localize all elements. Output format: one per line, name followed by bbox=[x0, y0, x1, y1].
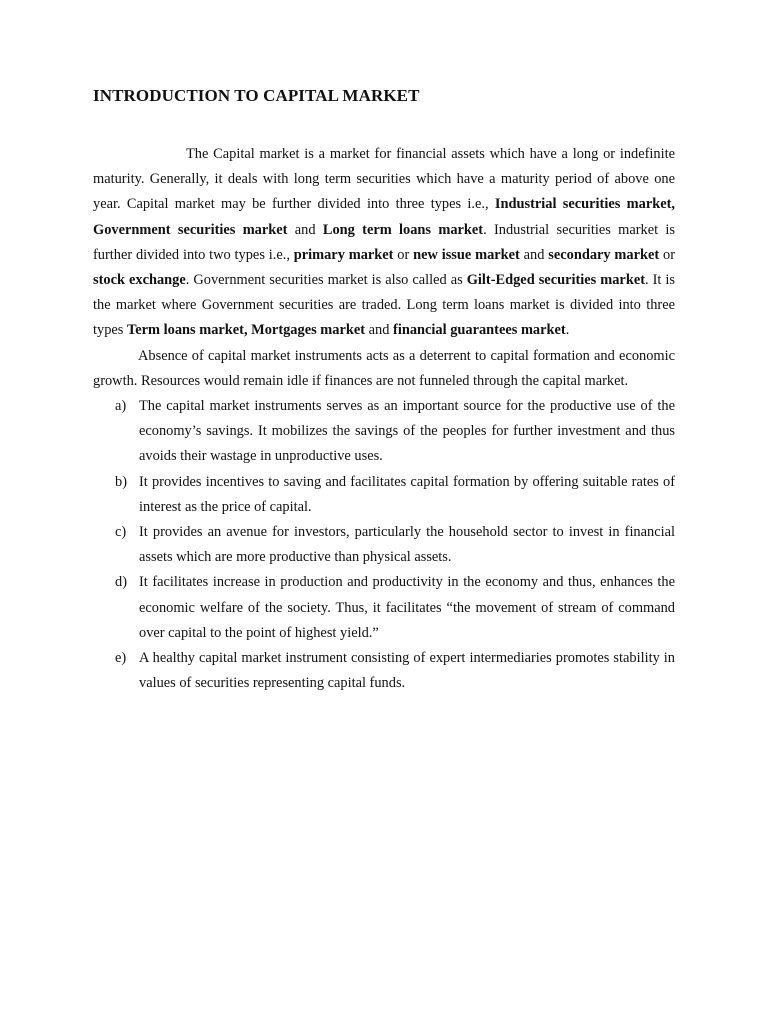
list-item-text: A healthy capital market instrument consisting of expert intermediaries promotes stability in values of securities representing capital funds. bbox=[139, 650, 675, 692]
list-item-text: It facilitates increase in production and productivity in the economy and thus, enhances the economic welfare of the society. Thus, it facilitates “the movement of stream of command over capital to the point of highest yield.” bbox=[139, 574, 675, 641]
list-item bbox=[93, 394, 675, 470]
list-marker: a) bbox=[115, 398, 127, 415]
list-marker: b) bbox=[115, 473, 127, 490]
list-item-text: The capital market instruments serves as an important source for the productive use of the economy’s savings. It mobilizes the savings of the peoples for further investment and thus avoids their wastage in unproductive uses. bbox=[139, 398, 675, 465]
text-run: and bbox=[365, 322, 394, 339]
paragraph-absence: Absence of capital market instruments acts as a deterrent to capital formation and economic growth. Resources would remain idle if finances are not funneled through the capital market. bbox=[93, 347, 675, 389]
benefits-list bbox=[93, 394, 675, 696]
list-item-text: It provides an avenue for investors, particularly the household sector to invest in financial assets which are more productive than physical assets. bbox=[139, 524, 675, 566]
bold-term: financial guarantees market bbox=[393, 322, 566, 339]
text-run: and bbox=[519, 246, 549, 263]
bold-term: primary market bbox=[293, 246, 394, 263]
list-marker: e) bbox=[115, 650, 127, 667]
text-run: and bbox=[287, 221, 323, 238]
bold-term: Long term loans market bbox=[322, 221, 484, 238]
list-item bbox=[93, 570, 675, 646]
bold-term: Gilt-Edged securities market bbox=[466, 272, 645, 289]
text-run: . Government securities market is also called as bbox=[185, 272, 467, 289]
text-run: The Capital market is a market for financial assets which have a long or indefinite maturity. Generally, it deals with long term securities which have a maturity period of above one year. Capital market may be further divided into three types i.e., bbox=[93, 146, 675, 213]
bold-term: new issue market bbox=[413, 246, 520, 263]
paragraph-intro bbox=[93, 142, 675, 344]
text-run: . It is the market where Government securities are traded. Long term loans market is divided into three types bbox=[93, 272, 675, 339]
text-run: or bbox=[659, 246, 675, 263]
bold-term: Term loans market, Mortgages market bbox=[126, 322, 366, 339]
bold-term: Industrial securities market, Government securities market bbox=[93, 196, 675, 238]
bold-term: secondary market bbox=[548, 246, 660, 263]
page-title: INTRODUCTION TO CAPITAL MARKET bbox=[93, 86, 420, 105]
document-body bbox=[93, 142, 675, 696]
text-run: . bbox=[565, 322, 570, 339]
text-run: . Industrial securities market is further divided into two types i.e., bbox=[93, 221, 675, 263]
list-item bbox=[93, 646, 675, 696]
list-item bbox=[93, 520, 675, 570]
list-item bbox=[93, 470, 675, 520]
list-item-text: It provides incentives to saving and facilitates capital formation by offering suitable rates of interest as the price of capital. bbox=[139, 473, 675, 515]
text-run: or bbox=[393, 246, 414, 263]
list-marker: c) bbox=[115, 524, 127, 541]
bold-term: stock exchange bbox=[93, 272, 186, 289]
list-marker: d) bbox=[115, 574, 127, 591]
